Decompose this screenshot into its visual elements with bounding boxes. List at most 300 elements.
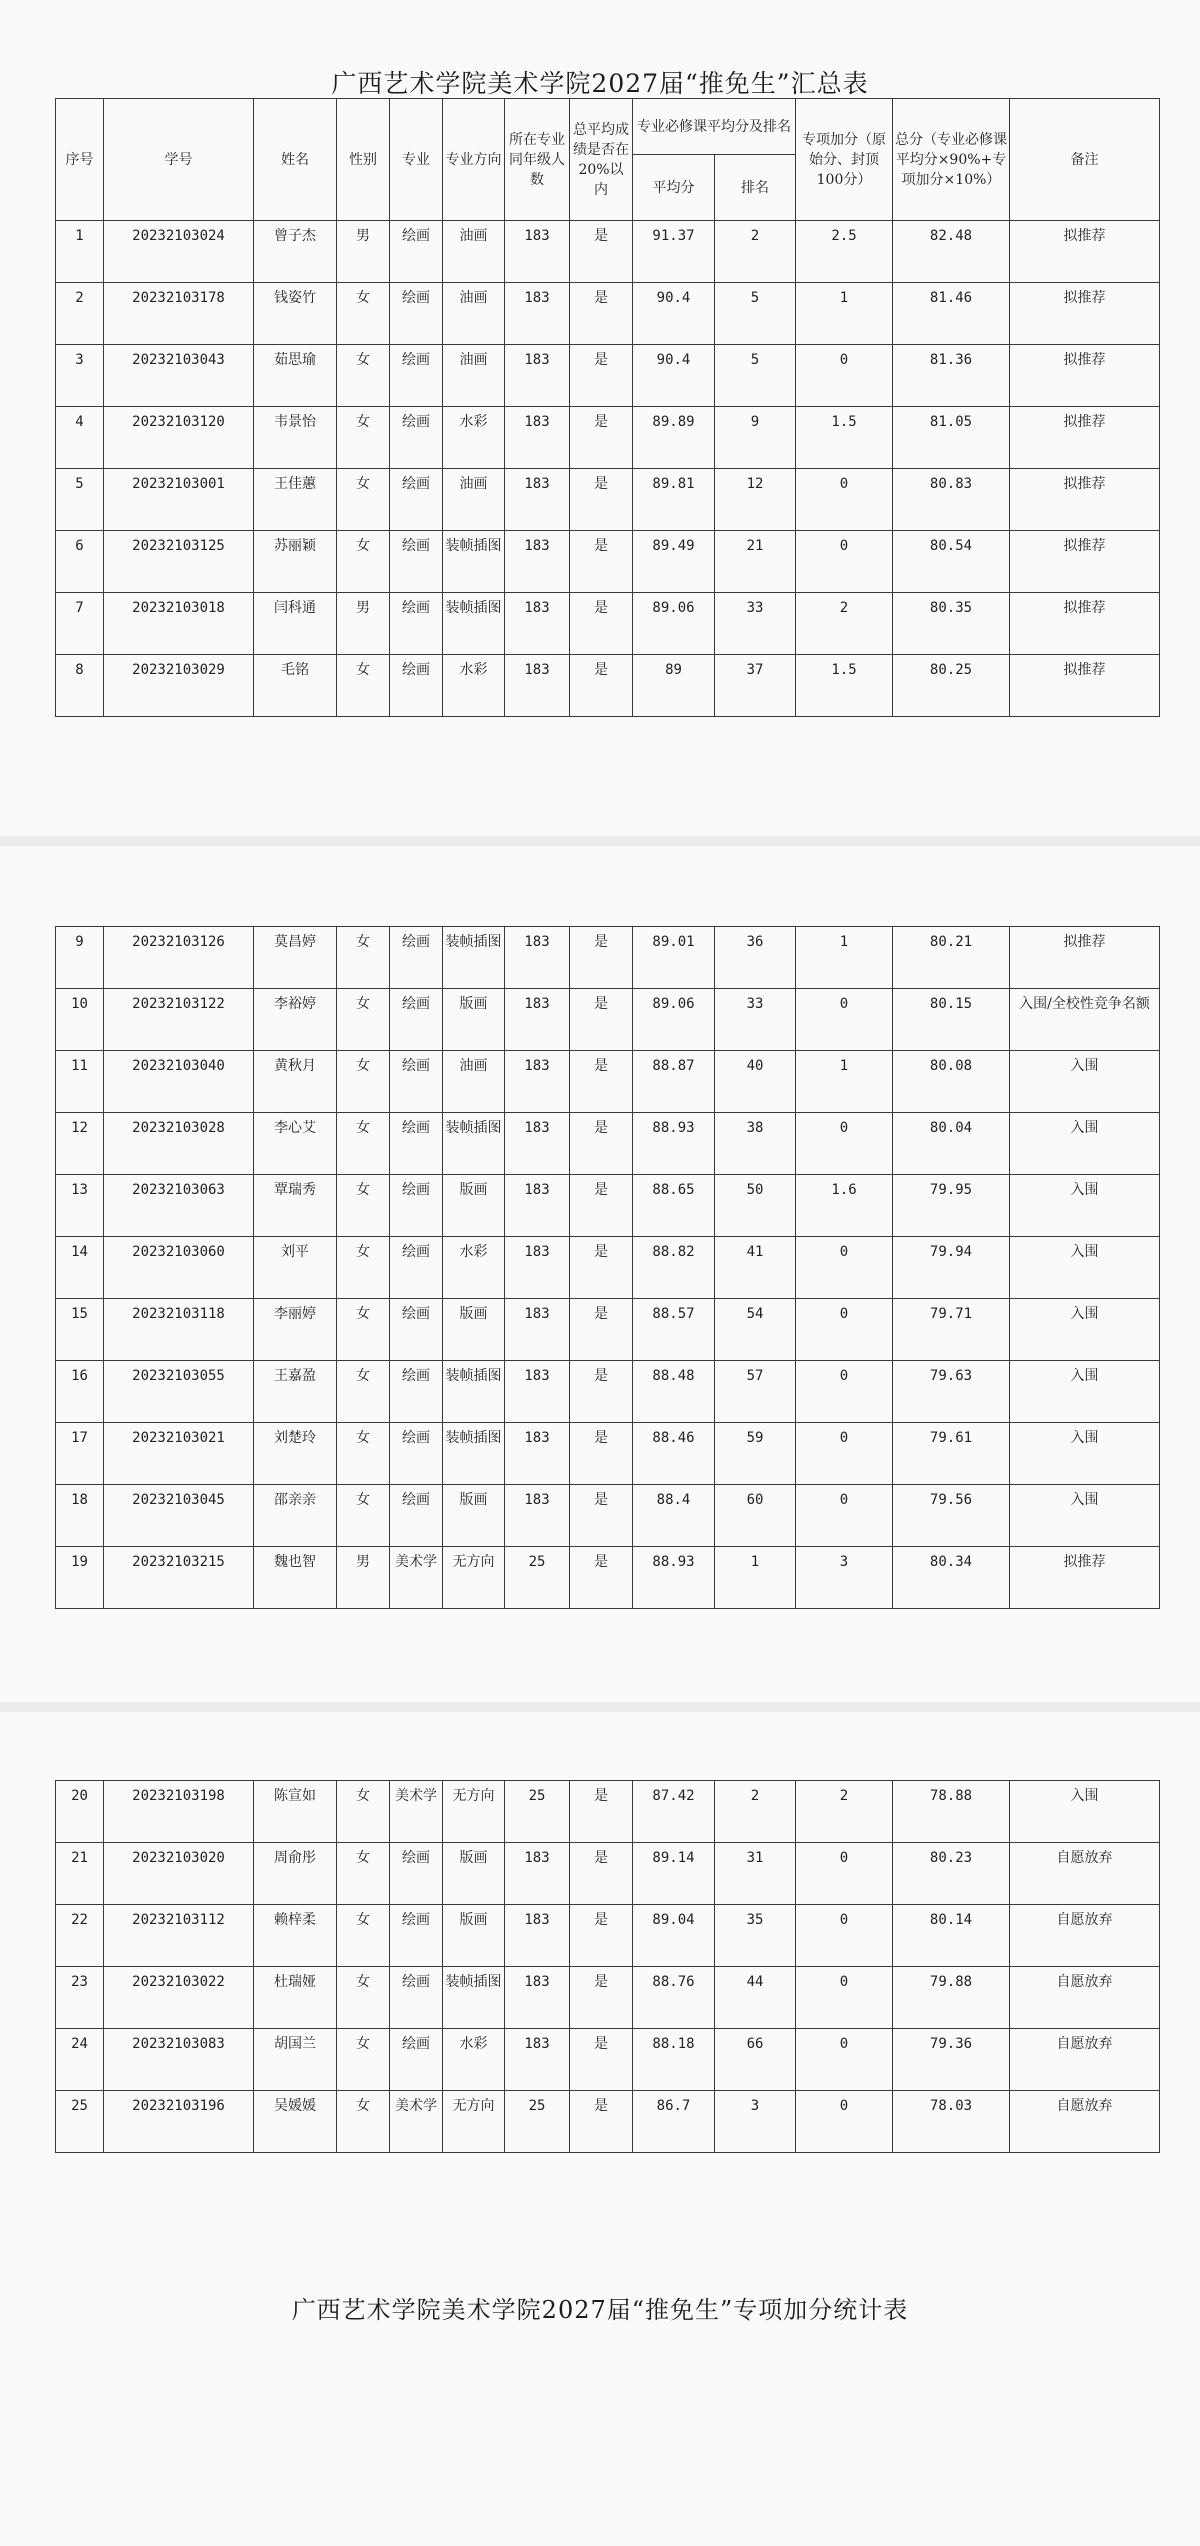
cell-total-score: 78.03 [893,2091,1010,2153]
cell-total-score: 80.25 [893,655,1010,717]
cell-row-no: 21 [56,1843,104,1905]
cell-top20-flag: 是 [570,221,633,283]
cell-major: 美术学 [390,1547,443,1609]
cell-bonus-score: 0 [796,1237,893,1299]
cell-gender: 女 [337,1051,390,1113]
cell-cohort-size: 183 [505,655,570,717]
cell-avg-score: 88.93 [633,1547,715,1609]
cell-top20-flag: 是 [570,1237,633,1299]
cell-bonus-score: 0 [796,2091,893,2153]
header-gender: 性别 [337,99,390,221]
cell-top20-flag: 是 [570,1299,633,1361]
cell-avg-score: 89.14 [633,1843,715,1905]
cell-rank: 3 [715,2091,796,2153]
cell-student-id: 20232103112 [104,1905,254,1967]
cell-gender: 女 [337,531,390,593]
cell-gender: 女 [337,1967,390,2029]
cell-gender: 女 [337,655,390,717]
cell-student-name: 王佳蕙 [254,469,337,531]
cell-avg-score: 86.7 [633,2091,715,2153]
cell-cohort-size: 25 [505,1547,570,1609]
table-row [56,655,1160,717]
cell-student-id: 20232103020 [104,1843,254,1905]
cell-row-no: 13 [56,1175,104,1237]
table-row [56,531,1160,593]
cell-bonus-score: 0 [796,1905,893,1967]
header-student-id: 学号 [104,99,254,221]
cell-avg-score: 89 [633,655,715,717]
cell-avg-score: 89.49 [633,531,715,593]
cell-student-name: 胡国兰 [254,2029,337,2091]
cell-student-name: 苏丽颖 [254,531,337,593]
cell-avg-score: 89.06 [633,989,715,1051]
cell-gender: 女 [337,1485,390,1547]
cell-major: 绘画 [390,1485,443,1547]
cell-student-name: 李丽婷 [254,1299,337,1361]
cell-bonus-score: 0 [796,1299,893,1361]
cell-top20-flag: 是 [570,531,633,593]
cell-top20-flag: 是 [570,1967,633,2029]
cell-rank: 36 [715,927,796,989]
cell-student-id: 20232103021 [104,1423,254,1485]
cell-student-name: 茹思瑜 [254,345,337,407]
cell-total-score: 79.95 [893,1175,1010,1237]
cell-direction: 装帧插图 [443,1967,505,2029]
cell-remark: 自愿放弃 [1010,1843,1160,1905]
cell-cohort-size: 183 [505,1051,570,1113]
cell-avg-score: 88.4 [633,1485,715,1547]
cell-direction: 水彩 [443,2029,505,2091]
cell-student-id: 20232103063 [104,1175,254,1237]
cell-row-no: 25 [56,2091,104,2153]
cell-major: 绘画 [390,1113,443,1175]
cell-gender: 女 [337,345,390,407]
cell-row-no: 3 [56,345,104,407]
cell-avg-score: 89.81 [633,469,715,531]
table-row [56,221,1160,283]
cell-direction: 无方向 [443,1547,505,1609]
cell-direction: 版画 [443,1299,505,1361]
cell-row-no: 1 [56,221,104,283]
cell-top20-flag: 是 [570,655,633,717]
cell-gender: 女 [337,283,390,345]
table-row [56,283,1160,345]
cell-student-name: 闫科通 [254,593,337,655]
cell-bonus-score: 0 [796,345,893,407]
cell-cohort-size: 183 [505,221,570,283]
cell-bonus-score: 0 [796,1967,893,2029]
cell-row-no: 12 [56,1113,104,1175]
cell-direction: 油画 [443,1051,505,1113]
cell-major: 美术学 [390,2091,443,2153]
cell-top20-flag: 是 [570,1051,633,1113]
cell-avg-score: 87.42 [633,1781,715,1843]
cell-student-id: 20232103196 [104,2091,254,2153]
cell-student-id: 20232103083 [104,2029,254,2091]
cell-gender: 女 [337,469,390,531]
cell-student-name: 曾子杰 [254,221,337,283]
cell-major: 绘画 [390,407,443,469]
cell-student-name: 覃瑞秀 [254,1175,337,1237]
table-row [56,2091,1160,2153]
cell-remark: 自愿放弃 [1010,2029,1160,2091]
cell-student-id: 20232103028 [104,1113,254,1175]
cell-bonus-score: 0 [796,1423,893,1485]
cell-rank: 2 [715,221,796,283]
header-direction: 专业方向 [443,99,505,221]
cell-gender: 女 [337,989,390,1051]
table-row [56,1361,1160,1423]
cell-major: 绘画 [390,345,443,407]
cell-bonus-score: 2.5 [796,221,893,283]
table-row [56,1113,1160,1175]
table-row [56,1237,1160,1299]
cell-rank: 9 [715,407,796,469]
cell-direction: 版画 [443,1905,505,1967]
table-row [56,1175,1160,1237]
cell-remark: 入围 [1010,1423,1160,1485]
cell-direction: 水彩 [443,407,505,469]
cell-bonus-score: 0 [796,1485,893,1547]
cell-total-score: 80.21 [893,927,1010,989]
document-page-1 [0,0,1200,836]
cell-remark: 拟推荐 [1010,531,1160,593]
header-remark: 备注 [1010,99,1160,221]
header-cohort: 所在专业同年级人数 [505,99,570,221]
cell-direction: 版画 [443,1485,505,1547]
cell-cohort-size: 183 [505,1175,570,1237]
cell-total-score: 79.63 [893,1361,1010,1423]
cell-cohort-size: 183 [505,1843,570,1905]
cell-cohort-size: 25 [505,2091,570,2153]
cell-student-name: 周俞彤 [254,1843,337,1905]
cell-student-name: 刘楚玲 [254,1423,337,1485]
cell-avg-score: 88.57 [633,1299,715,1361]
header-avg: 平均分 [633,155,715,221]
cell-rank: 21 [715,531,796,593]
cell-remark: 拟推荐 [1010,407,1160,469]
cell-remark: 拟推荐 [1010,221,1160,283]
cell-cohort-size: 183 [505,593,570,655]
cell-major: 美术学 [390,1781,443,1843]
cell-major: 绘画 [390,655,443,717]
cell-major: 绘画 [390,1237,443,1299]
cell-major: 绘画 [390,531,443,593]
cell-top20-flag: 是 [570,1905,633,1967]
table-row [56,345,1160,407]
cell-cohort-size: 183 [505,345,570,407]
cell-total-score: 80.04 [893,1113,1010,1175]
cell-rank: 5 [715,283,796,345]
cell-bonus-score: 1.5 [796,407,893,469]
cell-bonus-score: 1 [796,283,893,345]
cell-student-name: 毛铭 [254,655,337,717]
cell-direction: 油画 [443,345,505,407]
table-row [56,1051,1160,1113]
cell-student-name: 吴媛媛 [254,2091,337,2153]
cell-top20-flag: 是 [570,593,633,655]
table-row [56,1299,1160,1361]
cell-student-name: 杜瑞娅 [254,1967,337,2029]
cell-top20-flag: 是 [570,927,633,989]
header-core-group: 专业必修课平均分及排名 [633,99,796,155]
cell-row-no: 10 [56,989,104,1051]
cell-row-no: 17 [56,1423,104,1485]
cell-gender: 男 [337,1547,390,1609]
cell-top20-flag: 是 [570,345,633,407]
cell-bonus-score: 0 [796,1361,893,1423]
cell-bonus-score: 2 [796,1781,893,1843]
cell-student-id: 20232103022 [104,1967,254,2029]
cell-avg-score: 88.46 [633,1423,715,1485]
cell-direction: 油画 [443,469,505,531]
header-major: 专业 [390,99,443,221]
cell-student-id: 20232103001 [104,469,254,531]
cell-remark: 拟推荐 [1010,1547,1160,1609]
cell-total-score: 80.83 [893,469,1010,531]
cell-gender: 女 [337,1905,390,1967]
cell-major: 绘画 [390,283,443,345]
cell-major: 绘画 [390,927,443,989]
cell-rank: 12 [715,469,796,531]
cell-top20-flag: 是 [570,1113,633,1175]
cell-rank: 33 [715,593,796,655]
cell-major: 绘画 [390,1175,443,1237]
table-row [56,1843,1160,1905]
cell-bonus-score: 0 [796,2029,893,2091]
cell-direction: 油画 [443,283,505,345]
cell-direction: 水彩 [443,655,505,717]
cell-gender: 女 [337,1843,390,1905]
cell-row-no: 5 [56,469,104,531]
cell-top20-flag: 是 [570,2091,633,2153]
cell-rank: 66 [715,2029,796,2091]
cell-major: 绘画 [390,1361,443,1423]
cell-top20-flag: 是 [570,1175,633,1237]
cell-bonus-score: 0 [796,989,893,1051]
cell-student-name: 王嘉盈 [254,1361,337,1423]
cell-row-no: 8 [56,655,104,717]
cell-gender: 女 [337,1299,390,1361]
cell-student-id: 20232103060 [104,1237,254,1299]
bonus-table-title: 广西艺术学院美术学院2027届“推免生”专项加分统计表 [291,2296,909,2324]
cell-remark: 拟推荐 [1010,283,1160,345]
cell-student-id: 20232103125 [104,531,254,593]
cell-top20-flag: 是 [570,1485,633,1547]
cell-student-name: 钱姿竹 [254,283,337,345]
document-page-2 [0,846,1200,1702]
cell-row-no: 24 [56,2029,104,2091]
cell-student-id: 20232103043 [104,345,254,407]
cell-student-id: 20232103029 [104,655,254,717]
cell-top20-flag: 是 [570,1781,633,1843]
document-page-3 [0,1712,1200,2546]
cell-cohort-size: 183 [505,1967,570,2029]
cell-rank: 41 [715,1237,796,1299]
cell-student-name: 莫昌婷 [254,927,337,989]
cell-bonus-score: 3 [796,1547,893,1609]
table-row [56,927,1160,989]
cell-direction: 版画 [443,989,505,1051]
cell-rank: 35 [715,1905,796,1967]
cell-student-id: 20232103126 [104,927,254,989]
cell-cohort-size: 183 [505,407,570,469]
cell-remark: 入围/全校性竞争名额 [1010,989,1160,1051]
cell-gender: 男 [337,221,390,283]
cell-bonus-score: 0 [796,531,893,593]
cell-student-name: 韦景怡 [254,407,337,469]
cell-total-score: 81.36 [893,345,1010,407]
cell-direction: 装帧插图 [443,927,505,989]
cell-rank: 33 [715,989,796,1051]
cell-top20-flag: 是 [570,1547,633,1609]
header-rank: 排名 [715,155,796,221]
cell-avg-score: 89.04 [633,1905,715,1967]
cell-rank: 2 [715,1781,796,1843]
cell-remark: 拟推荐 [1010,593,1160,655]
cell-rank: 44 [715,1967,796,2029]
table-row [56,2029,1160,2091]
cell-rank: 57 [715,1361,796,1423]
cell-top20-flag: 是 [570,989,633,1051]
cell-remark: 自愿放弃 [1010,1967,1160,2029]
table-row [56,1967,1160,2029]
cell-rank: 5 [715,345,796,407]
cell-gender: 女 [337,2091,390,2153]
cell-major: 绘画 [390,1967,443,2029]
cell-avg-score: 88.82 [633,1237,715,1299]
cell-total-score: 82.48 [893,221,1010,283]
cell-row-no: 4 [56,407,104,469]
cell-cohort-size: 183 [505,531,570,593]
cell-remark: 拟推荐 [1010,345,1160,407]
table-row [56,407,1160,469]
cell-remark: 入围 [1010,1237,1160,1299]
cell-row-no: 19 [56,1547,104,1609]
cell-avg-score: 90.4 [633,283,715,345]
cell-student-id: 20232103178 [104,283,254,345]
cell-bonus-score: 1 [796,1051,893,1113]
cell-remark: 拟推荐 [1010,469,1160,531]
cell-total-score: 79.56 [893,1485,1010,1547]
cell-student-name: 黄秋月 [254,1051,337,1113]
table-row [56,1423,1160,1485]
header-no: 序号 [56,99,104,221]
cell-row-no: 14 [56,1237,104,1299]
cell-avg-score: 88.76 [633,1967,715,2029]
cell-total-score: 79.88 [893,1967,1010,2029]
cell-bonus-score: 1 [796,927,893,989]
cell-direction: 水彩 [443,1237,505,1299]
cell-top20-flag: 是 [570,2029,633,2091]
cell-cohort-size: 183 [505,469,570,531]
cell-rank: 59 [715,1423,796,1485]
cell-major: 绘画 [390,221,443,283]
table-row [56,593,1160,655]
cell-cohort-size: 183 [505,2029,570,2091]
cell-student-id: 20232103055 [104,1361,254,1423]
cell-student-name: 邵亲亲 [254,1485,337,1547]
cell-top20-flag: 是 [570,283,633,345]
cell-student-id: 20232103198 [104,1781,254,1843]
cell-top20-flag: 是 [570,407,633,469]
cell-cohort-size: 183 [505,927,570,989]
cell-direction: 无方向 [443,1781,505,1843]
cell-rank: 50 [715,1175,796,1237]
cell-row-no: 15 [56,1299,104,1361]
cell-remark: 入围 [1010,1361,1160,1423]
cell-rank: 38 [715,1113,796,1175]
cell-row-no: 11 [56,1051,104,1113]
cell-avg-score: 88.48 [633,1361,715,1423]
cell-direction: 装帧插图 [443,1113,505,1175]
cell-bonus-score: 0 [796,1843,893,1905]
cell-avg-score: 90.4 [633,345,715,407]
cell-student-name: 赖梓柔 [254,1905,337,1967]
table-row [56,1485,1160,1547]
cell-total-score: 80.54 [893,531,1010,593]
table-row [56,469,1160,531]
cell-student-id: 20232103215 [104,1547,254,1609]
cell-bonus-score: 1.6 [796,1175,893,1237]
cell-total-score: 80.15 [893,989,1010,1051]
cell-rank: 31 [715,1843,796,1905]
cell-gender: 女 [337,1113,390,1175]
cell-student-id: 20232103040 [104,1051,254,1113]
cell-total-score: 79.61 [893,1423,1010,1485]
cell-rank: 40 [715,1051,796,1113]
cell-cohort-size: 183 [505,1113,570,1175]
cell-rank: 37 [715,655,796,717]
cell-major: 绘画 [390,1423,443,1485]
summary-table [55,98,1160,717]
cell-cohort-size: 183 [505,283,570,345]
cell-total-score: 78.88 [893,1781,1010,1843]
cell-avg-score: 89.89 [633,407,715,469]
cell-row-no: 22 [56,1905,104,1967]
cell-remark: 入围 [1010,1051,1160,1113]
header-top20: 总平均成绩是否在20%以内 [570,99,633,221]
cell-gender: 男 [337,593,390,655]
cell-direction: 版画 [443,1175,505,1237]
cell-rank: 1 [715,1547,796,1609]
cell-major: 绘画 [390,593,443,655]
page-title: 广西艺术学院美术学院2027届“推免生”汇总表 [331,69,869,98]
cell-student-name: 陈宣如 [254,1781,337,1843]
cell-direction: 装帧插图 [443,531,505,593]
cell-total-score: 79.71 [893,1299,1010,1361]
cell-student-id: 20232103045 [104,1485,254,1547]
cell-remark: 入围 [1010,1175,1160,1237]
cell-avg-score: 91.37 [633,221,715,283]
cell-total-score: 80.14 [893,1905,1010,1967]
cell-bonus-score: 2 [796,593,893,655]
cell-total-score: 80.08 [893,1051,1010,1113]
cell-cohort-size: 183 [505,1485,570,1547]
cell-avg-score: 88.93 [633,1113,715,1175]
cell-row-no: 20 [56,1781,104,1843]
table-row [56,989,1160,1051]
cell-total-score: 81.46 [893,283,1010,345]
cell-direction: 版画 [443,1843,505,1905]
cell-student-name: 刘平 [254,1237,337,1299]
cell-cohort-size: 25 [505,1781,570,1843]
cell-avg-score: 88.87 [633,1051,715,1113]
table-row [56,1547,1160,1609]
cell-major: 绘画 [390,1051,443,1113]
cell-cohort-size: 183 [505,989,570,1051]
cell-gender: 女 [337,407,390,469]
